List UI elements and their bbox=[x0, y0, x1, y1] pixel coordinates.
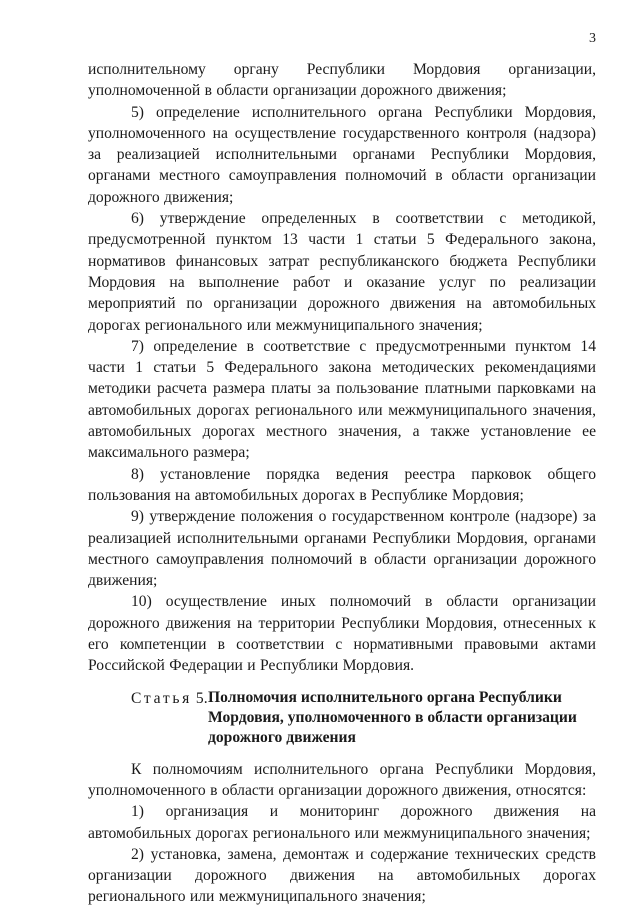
paragraph: 1) организация и мониторинг дорожного движения на автомобильных дорогах регионального или межмуниципального значения; bbox=[88, 803, 596, 842]
paragraph: исполнительному органу Республики Мордовия организации, уполномоченной в области организации дорожного движения; bbox=[88, 61, 596, 100]
paragraph: 8) установление порядка ведения реестра парковок общего пользования на автомобильных дорогах в Республике Мордовия; bbox=[88, 465, 596, 504]
article-number: 5. bbox=[192, 689, 208, 707]
article-heading bbox=[88, 688, 596, 748]
paragraph: 10) осуществление иных полномочий в области организации дорожного движения на территории Республики Мордовия, отнесенных к его компетенции в соответствии с нормативными правовыми актами Российской Федерации и Республики Мордовия. bbox=[88, 593, 596, 675]
paragraph: 7) определение в соответствие с предусмотренными пунктом 14 части 1 статьи 5 Федерального закона методических рекомендациями методики расчета размера платы за пользование платными парковками на автомобильных дорогах регионального или межмуниципального значения, автомобильных дорогах местного значения, а также установление ее максимального размера; bbox=[88, 337, 596, 462]
page-number: 3 bbox=[589, 31, 596, 46]
paragraph: 5) определение исполнительного органа Республики Мордовия, уполномоченного на осуществление государственного контроля (надзора) за реализацией исполнительными органами Республики Мордовия, органами местного самоуправления полномочий в области организации дорожного движения; bbox=[88, 103, 596, 206]
paragraph: К полномочиям исполнительного органа Республики Мордовия, уполномоченного в области организации дорожного движения, относятся: bbox=[88, 760, 596, 799]
paragraphs-after-article bbox=[88, 759, 596, 908]
paragraph: 2) установка, замена, демонтаж и содержание технических средств организации дорожного движения на автомобильных дорогах регионального или межмуниципального значения; bbox=[88, 845, 596, 906]
paragraphs-before-article bbox=[88, 59, 596, 677]
paragraph: 9) утверждение положения о государственном контроле (надзоре) за реализацией исполнительными органами Республики Мордовия, органами местного самоуправления полномочий в области организации дорожного движения; bbox=[88, 508, 596, 590]
article-label-word: Статья bbox=[131, 689, 193, 707]
document-body bbox=[88, 59, 596, 908]
article-title: Полномочия исполнительного органа Республики Мордовия, уполномоченного в области организации дорожного движения bbox=[208, 688, 577, 746]
article-label bbox=[88, 688, 208, 748]
paragraph: 6) утверждение определенных в соответствии с методикой, предусмотренной пунктом 13 части 1 статьи 5 Федерального закона, нормативов финансовых затрат республиканского бюджета Республики Мордовия на выполнение работ и оказание услуг по реализации мероприятий по организации дорожного движения на автомобильных дорогах регионального или межмуниципального значения; bbox=[88, 210, 596, 334]
